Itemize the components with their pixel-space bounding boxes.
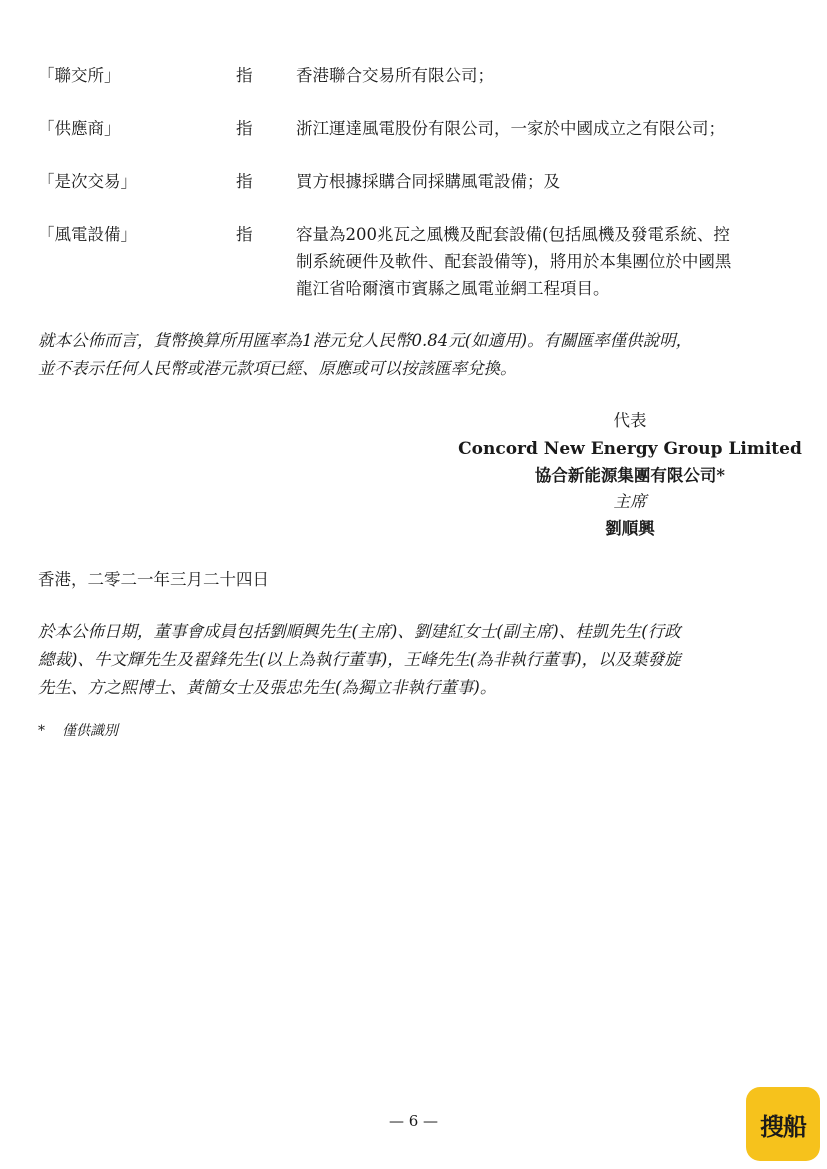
- footnote: [38, 720, 118, 740]
- signatory-name: 劉順興: [605, 519, 655, 538]
- exchange-rate-note-line: 就本公佈而言，貨幣換算所用匯率為1港元兌人民幣0.84元(如適用)。有關匯率僅供說明，: [38, 331, 693, 350]
- watermark-logo: [746, 1087, 820, 1161]
- board-note-line: 於本公佈日期，董事會成員包括劉順興先生(主席)、劉建紅女士(副主席)、桂凱先生(行政: [38, 622, 681, 641]
- definition-term: 「是次交易」: [38, 172, 137, 191]
- definition-text-line: 買方根據採購合同採購風電設備；及: [296, 172, 560, 191]
- signatory-role: 主席: [613, 492, 647, 511]
- footnote-text: 僅供識別: [62, 723, 118, 739]
- definition-text: [296, 115, 788, 142]
- board-composition-note: [38, 618, 790, 702]
- definition-text-line: 容量為200兆瓦之風機及配套設備(包括風機及發電系統、控: [296, 225, 730, 244]
- definition-text: [296, 168, 788, 195]
- board-note-line: 總裁)、牛文輝先生及翟鋒先生(以上為執行董事)，王峰先生(為非執行董事)，以及葉發旋: [38, 650, 681, 669]
- exchange-rate-note: [38, 327, 790, 383]
- date-line: 香港，二零二一年三月二十四日: [38, 570, 269, 589]
- exchange-rate-note-line: 並不表示任何人民幣或港元款項已經、原應或可以按該匯率兌換。: [38, 359, 517, 378]
- watermark-text: 搜船: [760, 1112, 806, 1141]
- signature-block: [440, 408, 820, 542]
- on-behalf-label: 代表: [613, 411, 647, 430]
- definition-means: 指: [236, 66, 253, 85]
- definition-text: [296, 62, 788, 89]
- board-note-line: 先生、方之熙博士、黃簡女士及張忠先生(為獨立非執行董事)。: [38, 678, 497, 697]
- definition-text-line: 制系統硬件及軟件、配套設備等)，將用於本集團位於中國黑: [296, 252, 732, 271]
- definition-term: 「風電設備」: [38, 225, 137, 244]
- footnote-mark: *: [38, 723, 45, 739]
- definition-means: 指: [236, 172, 253, 191]
- page-number: — 6 —: [388, 1112, 439, 1130]
- definition-text-line: 龍江省哈爾濱市賓縣之風電並網工程項目。: [296, 279, 610, 298]
- definition-text-line: 香港聯合交易所有限公司；: [296, 66, 494, 85]
- definition-text-line: 浙江運達風電股份有限公司，一家於中國成立之有限公司；: [296, 119, 725, 138]
- company-name-en: Concord New Energy Group Limited: [458, 439, 802, 459]
- definition-term: 「供應商」: [38, 119, 121, 138]
- definition-means: 指: [236, 225, 253, 244]
- company-name-zh: 協合新能源集團有限公司*: [534, 466, 726, 485]
- definition-means: 指: [236, 119, 253, 138]
- definition-text: [296, 221, 788, 302]
- definition-term: 「聯交所」: [38, 66, 121, 85]
